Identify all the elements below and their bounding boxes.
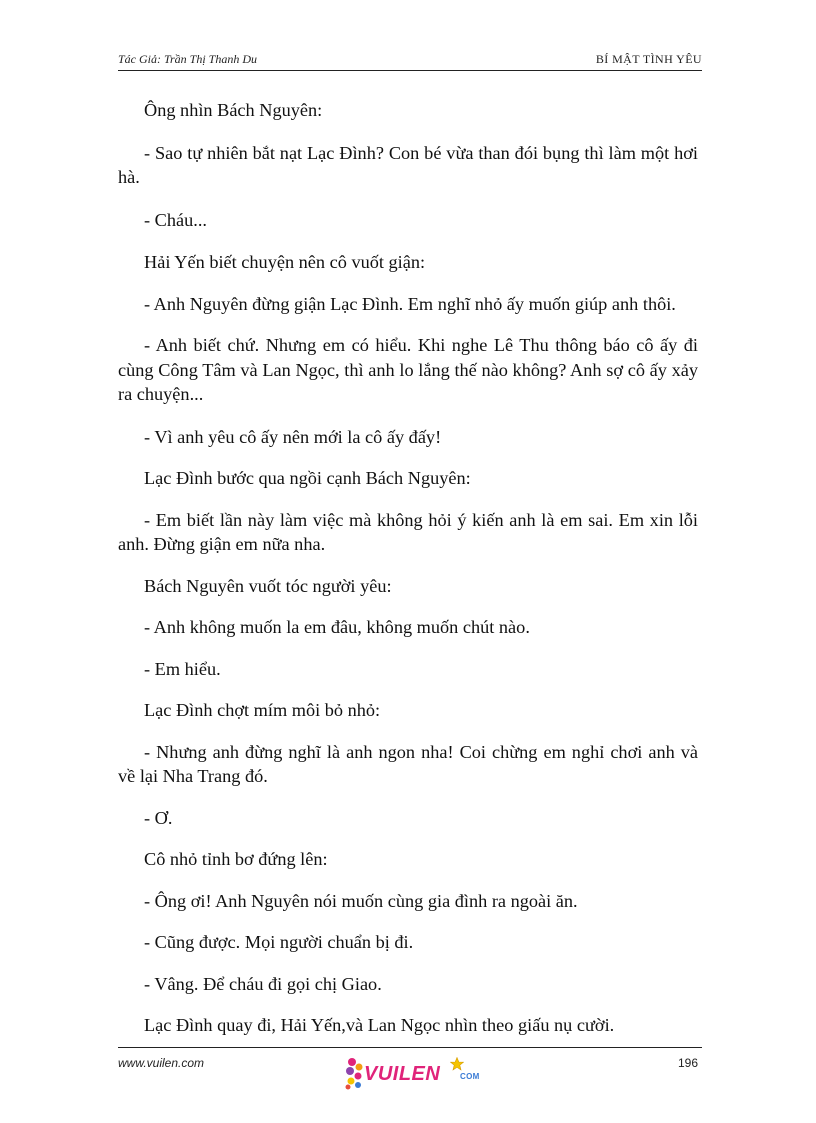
page-number: 196 [677, 1056, 698, 1070]
paragraph: - Ông ơi! Anh Nguyên nói muốn cùng gia đình ra ngoài ăn. [144, 890, 578, 911]
page-header [118, 52, 702, 68]
logo-suffix: COM [460, 1072, 480, 1081]
paragraph: Lạc Đình chợt mím môi bỏ nhỏ: [144, 700, 381, 720]
paragraph: Lạc Đình bước qua ngồi cạnh Bách Nguyên: [144, 468, 471, 488]
paragraph: - Em biết lần này làm việc mà không hỏi ý kiến anh là em sai. Em xin lỗi anh. Đừng giận em nữa nha. [118, 509, 698, 554]
paragraph: Bách Nguyên vuốt tóc người yêu: [144, 575, 392, 596]
story-text [118, 98, 698, 1038]
paragraph: - Anh Nguyên đừng giận Lạc Đình. Em nghĩ nhỏ ấy muốn giúp anh thôi. [144, 293, 676, 314]
paragraph: - Sao tự nhiên bắt nạt Lạc Đình? Con bé vừa than đói bụng thì làm một hơi hà. [118, 142, 698, 187]
star-icon [450, 1057, 464, 1071]
paragraph: - Vâng. Để cháu đi gọi chị Giao. [144, 973, 382, 994]
header-author: Tác Giả: Trần Thị Thanh Du [118, 52, 258, 66]
paragraph: - Em hiểu. [144, 658, 221, 679]
paragraph: - Vì anh yêu cô ấy nên mới la cô ấy đấy! [144, 426, 442, 447]
footer-website: www.vuilen.com [118, 1056, 205, 1070]
paragraph: - Cũng được. Mọi người chuẩn bị đi. [144, 932, 414, 952]
logo-wordmark: VUILEN [364, 1063, 441, 1085]
header-book-title: BÍ MẬT TÌNH YÊU [595, 52, 702, 66]
footer-divider [118, 1047, 702, 1048]
paragraph: Hải Yến biết chuyện nên cô vuốt giận: [144, 252, 426, 272]
paragraph: - Ơ. [144, 807, 173, 828]
paragraph: Cô nhỏ tỉnh bơ đứng lên: [144, 849, 328, 869]
vuilen-logo [344, 1054, 494, 1094]
paragraph: - Anh không muốn la em đâu, không muốn chút nào. [144, 617, 530, 637]
paragraph: - Cháu... [144, 209, 207, 230]
header-divider [118, 70, 702, 71]
paragraph: - Anh biết chứ. Nhưng em có hiểu. Khi nghe Lê Thu thông báo cô ấy đi cùng Công Tâm và Lan Ngọc, thì anh lo lắng thế nào không? Anh sợ cô ấy xảy ra chuyện... [118, 335, 698, 404]
flower-icon [344, 1056, 366, 1090]
paragraph: - Nhưng anh đừng nghĩ là anh ngon nha! Coi chừng em nghỉ chơi anh và về lại Nha Trang đó. [118, 741, 698, 786]
paragraph: Lạc Đình quay đi, Hải Yến,và Lan Ngọc nhìn theo giấu nụ cười. [144, 1015, 615, 1035]
paragraph: Ông nhìn Bách Nguyên: [144, 100, 323, 120]
